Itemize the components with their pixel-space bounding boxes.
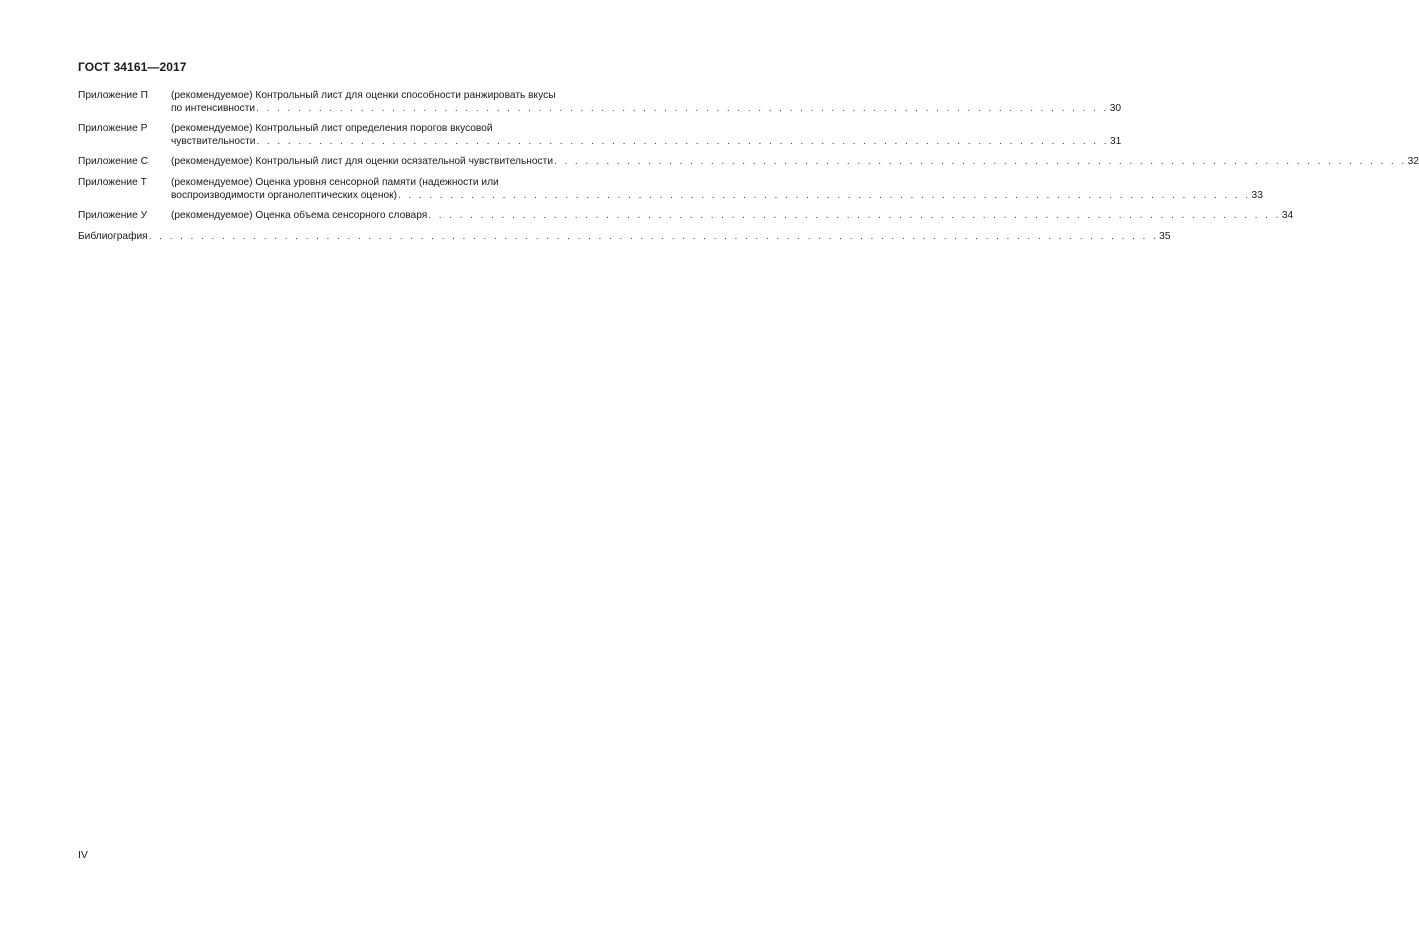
appendix-letter: У: [140, 210, 148, 222]
toc-entry-body: [171, 210, 1294, 223]
toc-entry-prefix: [78, 90, 171, 103]
toc-page-number: 34: [1281, 210, 1294, 222]
page-number-footer: IV: [78, 849, 88, 861]
toc-entry-line: [171, 102, 1122, 116]
dot-leader: . . . . . . . . . . . . . . . . . . . . . . . . . . . . . . . . . . . . . . . . . . . . . . . . . . . . . . . . . . . . . . . . . . . . . . . . . . . . . . . . . .: [256, 102, 1109, 114]
appendix-letter: П: [140, 90, 148, 101]
toc-entry-prefix: [78, 210, 171, 223]
toc-entry-title-line1: (рекомендуемое) Контрольный лист для оценки осязательной чувствительности: [171, 156, 554, 168]
toc-entry-appendix-t[interactable]: [78, 176, 1263, 202]
toc-entry-title-line2: воспроизводимости органолептических оценок): [171, 189, 397, 201]
toc-entry-prefix: [78, 177, 171, 190]
toc-entry-appendix-p[interactable]: [78, 90, 1122, 115]
toc-entry-body: [171, 176, 1263, 202]
toc-entry-line: [171, 189, 1263, 203]
dot-leader: . . . . . . . . . . . . . . . . . . . . . . . . . . . . . . . . . . . . . . . . . . . . . . . . . . . . . . . . . . . . . . . . . . . . . . . . . . . . . . . . . .: [397, 189, 1251, 201]
document-header: ГОСТ 34161—2017: [78, 60, 187, 74]
toc-entry-body: [171, 123, 1122, 148]
toc-entry-prefix: [78, 123, 171, 136]
table-of-contents: [78, 90, 1419, 243]
toc-entry-appendix-r[interactable]: [78, 123, 1122, 148]
toc-entry-body: [171, 156, 1419, 169]
appendix-word: Приложение: [78, 156, 138, 168]
appendix-letter: С: [140, 156, 148, 168]
toc-entry-title-line2: чувствительности: [171, 135, 256, 147]
toc-entry-appendix-u[interactable]: [78, 210, 1294, 223]
appendix-word: Приложение: [78, 210, 138, 222]
appendix-word: Приложение: [78, 176, 138, 188]
appendix-word: Приложение: [78, 123, 138, 135]
toc-entry-bibliography[interactable]: [78, 230, 1171, 244]
toc-entry-prefix: [78, 156, 171, 169]
toc-entry-title-line1: (рекомендуемое) Контрольный лист для оценки способности ранжировать вкусы: [171, 90, 556, 101]
toc-entry-title-line1: (рекомендуемое) Оценка объема сенсорного словаря: [171, 210, 428, 222]
appendix-letter: Т: [140, 176, 147, 188]
toc-entry-line: [171, 135, 1122, 149]
toc-entry-body: [171, 90, 1122, 115]
toc-entry-line: [171, 156, 1419, 169]
bibliography-label: Библиография: [78, 230, 148, 242]
appendix-letter: Р: [140, 123, 148, 135]
dot-leader: . . . . . . . . . . . . . . . . . . . . . . . . . . . . . . . . . . . . . . . . . . . . . . . . . . . . . . . . . . . . . . . . . . . . . . . . . . . . . . . . . .: [428, 210, 1281, 222]
toc-entry-line: [171, 177, 615, 190]
toc-page-number: 35: [1159, 230, 1171, 242]
toc-entry-title-line1: (рекомендуемое) Оценка уровня сенсорной памяти (надежности или: [171, 176, 499, 188]
toc-entry-line: [171, 210, 1294, 223]
toc-entry-line: [171, 123, 615, 136]
toc-entry-appendix-s[interactable]: [78, 156, 1419, 169]
toc-page-number: 32: [1407, 156, 1419, 168]
dot-leader: . . . . . . . . . . . . . . . . . . . . . . . . . . . . . . . . . . . . . . . . . . . . . . . . . . . . . . . . . . . . . . . . . . . . . . . . . . . . . . . . . .: [554, 156, 1407, 168]
dot-leader: . . . . . . . . . . . . . . . . . . . . . . . . . . . . . . . . . . . . . . . . . . . . . . . . . . . . . . . . . . . . . . . . . . . . . . . . . . . . . . . . . . . . . . . . . . . . . . . . .: [148, 230, 1159, 242]
toc-entry-title-line1: (рекомендуемое) Контрольный лист определения порогов вкусовой: [171, 123, 493, 135]
dot-leader: . . . . . . . . . . . . . . . . . . . . . . . . . . . . . . . . . . . . . . . . . . . . . . . . . . . . . . . . . . . . . . . . . . . . . . . . . . . . . . . . . .: [256, 135, 1109, 147]
appendix-word: Приложение: [78, 90, 138, 101]
toc-page-number: 31: [1110, 135, 1122, 147]
toc-entry-title-line2: по интенсивности: [171, 102, 256, 114]
toc-entry-line: [171, 90, 615, 103]
toc-page-number: 30: [1109, 102, 1122, 114]
toc-page-number: 33: [1251, 189, 1263, 201]
